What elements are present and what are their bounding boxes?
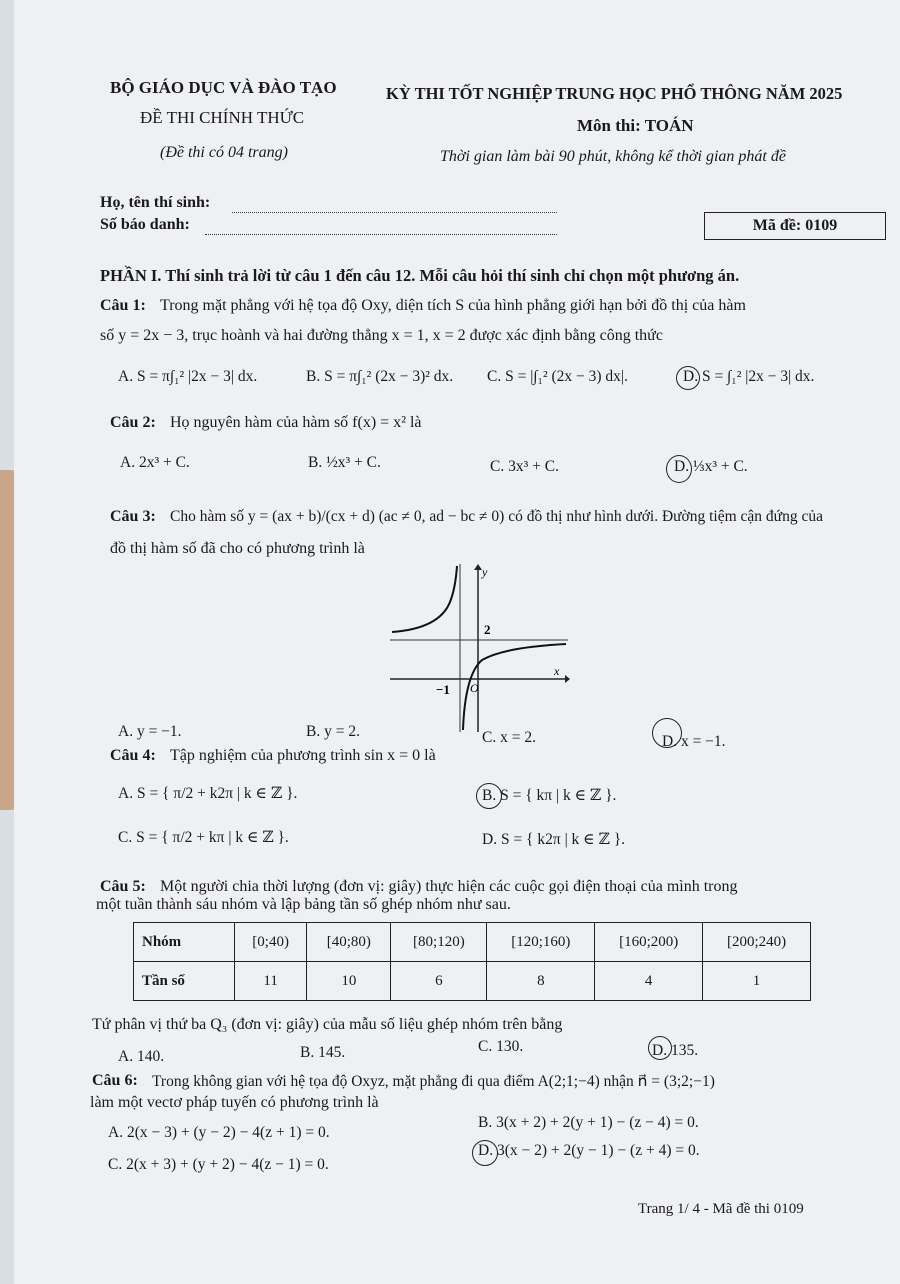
q6-text-line1: Trong không gian với hệ tọa độ Oxyz, mặt phẳng đi qua điểm A(2;1;−4) nhận n⃗ = (3;2;−1) [152, 1073, 715, 1090]
ministry-title: BỘ GIÁO DỤC VÀ ĐÀO TẠO [110, 78, 337, 97]
exam-code-box: Mã đề: 0109 [704, 212, 886, 240]
q6-option-a[interactable]: A. 2(x − 3) + (y − 2) − 4(z + 1) = 0. [108, 1124, 330, 1141]
q6-text-line2: làm một vectơ pháp tuyến có phương trình là [90, 1094, 379, 1111]
q3-graph [390, 562, 570, 732]
q3-text-line1: Cho hàm số y = (ax + b)/(cx + d) (ac ≠ 0, ad − bc ≠ 0) có đồ thị như hình dưới. Đường tiệm cận đứng của [170, 508, 823, 525]
q1-text-line2: số y = 2x − 3, trục hoành và hai đường thẳng x = 1, x = 2 được xác định bằng công thức [100, 327, 663, 344]
table-cell: 6 [391, 962, 487, 1001]
q2-option-d[interactable]: D. ⅓x³ + C. [674, 458, 748, 475]
table-cell: [0;40) [235, 923, 307, 962]
q2-label: Câu 2: [110, 414, 156, 431]
exam-title: KỲ THI TỐT NGHIỆP TRUNG HỌC PHỔ THÔNG NĂM 2025 [386, 84, 843, 103]
q4-answer-circle [476, 783, 502, 809]
q4-label: Câu 4: [110, 747, 156, 764]
q1-option-d[interactable]: D. S = ∫₁² |2x − 3| dx. [683, 368, 815, 385]
tick-label-minus1: −1 [436, 682, 450, 697]
table-row [134, 962, 811, 1001]
q4-option-d[interactable]: D. S = { k2π | k ∈ ℤ }. [482, 831, 626, 848]
q3-answer-circle [652, 718, 682, 748]
table-row [134, 923, 811, 962]
q5-text-line1: Một người chia thời lượng (đơn vị: giây) thực hiện các cuộc gọi điện thoại của mình trong [160, 878, 738, 895]
x-axis-arrow [565, 675, 570, 683]
id-line [205, 234, 557, 235]
table-cell: [160;200) [595, 923, 703, 962]
q1-text-line1: Trong mặt phẳng với hệ tọa độ Oxy, diện tích S của hình phẳng giới hạn bởi đồ thị của hàm [160, 297, 746, 314]
q1-label: Câu 1: [100, 297, 146, 314]
q3-label: Câu 3: [110, 508, 156, 525]
q5-answer-circle [648, 1036, 672, 1060]
q6-option-c[interactable]: C. 2(x + 3) + (y + 2) − 4(z − 1) = 0. [108, 1156, 329, 1173]
table-cell: 1 [703, 962, 811, 1001]
q3-text-line2: đồ thị hàm số đã cho có phương trình là [110, 540, 365, 557]
q6-answer-circle [472, 1140, 498, 1166]
q3-option-b[interactable]: B. y = 2. [306, 723, 360, 740]
q5-option-c[interactable]: C. 130. [478, 1038, 524, 1055]
q5-option-a[interactable]: A. 140. [118, 1048, 165, 1065]
q5-option-b[interactable]: B. 145. [300, 1044, 346, 1061]
q5-text-line2: một tuần thành sáu nhóm và lập bảng tần số ghép nhóm như sau. [96, 896, 511, 913]
table-cell: 10 [307, 962, 391, 1001]
table-cell: 4 [595, 962, 703, 1001]
q3-option-d[interactable]: D. x = −1. [662, 733, 726, 750]
q6-label: Câu 6: [92, 1072, 138, 1089]
q6-option-d[interactable]: D. 3(x − 2) + 2(y − 1) − (z + 4) = 0. [478, 1142, 700, 1159]
q3-option-c[interactable]: C. x = 2. [482, 729, 536, 746]
q4-option-b[interactable]: B. S = { kπ | k ∈ ℤ }. [482, 787, 617, 804]
table-cell: [80;120) [391, 923, 487, 962]
official-label: ĐỀ THI CHÍNH THỨC [140, 108, 305, 127]
left-branch [392, 566, 457, 632]
x-axis-label: x [554, 664, 560, 678]
q2-option-c[interactable]: C. 3x³ + C. [490, 458, 559, 475]
table-cell: [120;160) [487, 923, 595, 962]
page-footer: Trang 1/ 4 - Mã đề thi 0109 [638, 1201, 804, 1217]
table-header-group: Nhóm [134, 923, 235, 962]
q5-option-d[interactable]: D. 135. [652, 1042, 699, 1059]
origin-label: O [470, 681, 479, 695]
q1-option-a[interactable]: A. S = π∫₁² |2x − 3| dx. [118, 368, 258, 385]
q1-option-b[interactable]: B. S = π∫₁² (2x − 3)² dx. [306, 368, 454, 385]
table-cell: [200;240) [703, 923, 811, 962]
part1-instruction: PHẦN I. Thí sinh trả lời từ câu 1 đến câu 12. Mỗi câu hỏi thí sinh chỉ chọn một phương án. [100, 266, 740, 285]
q5-question: Tứ phân vị thứ ba Q₃ (đơn vị: giây) của mẫu số liệu ghép nhóm trên bằng [92, 1016, 563, 1033]
subject-label: Môn thi: TOÁN [577, 116, 694, 135]
y-axis-label: y [482, 565, 488, 579]
q2-text: Họ nguyên hàm của hàm số f(x) = x² là [170, 414, 422, 431]
frequency-table [133, 922, 811, 1001]
q1-answer-circle [676, 366, 700, 390]
q3-option-a[interactable]: A. y = −1. [118, 723, 182, 740]
pages-note: (Đề thi có 04 trang) [160, 144, 288, 161]
q2-answer-circle [666, 455, 692, 483]
q1-option-c[interactable]: C. S = |∫₁² (2x − 3) dx|. [487, 368, 628, 385]
tick-label-2: 2 [484, 622, 491, 637]
q5-label: Câu 5: [100, 878, 146, 895]
q4-option-a[interactable]: A. S = { π/2 + k2π | k ∈ ℤ }. [118, 785, 298, 802]
q4-option-c[interactable]: C. S = { π/2 + kπ | k ∈ ℤ }. [118, 829, 289, 846]
q2-option-a[interactable]: A. 2x³ + C. [120, 454, 190, 471]
q4-text: Tập nghiệm của phương trình sin x = 0 là [170, 747, 436, 764]
time-note: Thời gian làm bài 90 phút, không kể thời gian phát đề [440, 148, 786, 165]
id-label: Số báo danh: [100, 216, 190, 233]
q2-option-b[interactable]: B. ½x³ + C. [308, 454, 381, 471]
table-cell: 11 [235, 962, 307, 1001]
name-line [232, 212, 557, 213]
table-cell: 8 [487, 962, 595, 1001]
y-axis-arrow [474, 564, 482, 570]
table-cell: [40;80) [307, 923, 391, 962]
q6-option-b[interactable]: B. 3(x + 2) + 2(y + 1) − (z − 4) = 0. [478, 1114, 699, 1131]
name-label: Họ, tên thí sinh: [100, 194, 211, 211]
table-header-frequency: Tần số [134, 962, 235, 1001]
